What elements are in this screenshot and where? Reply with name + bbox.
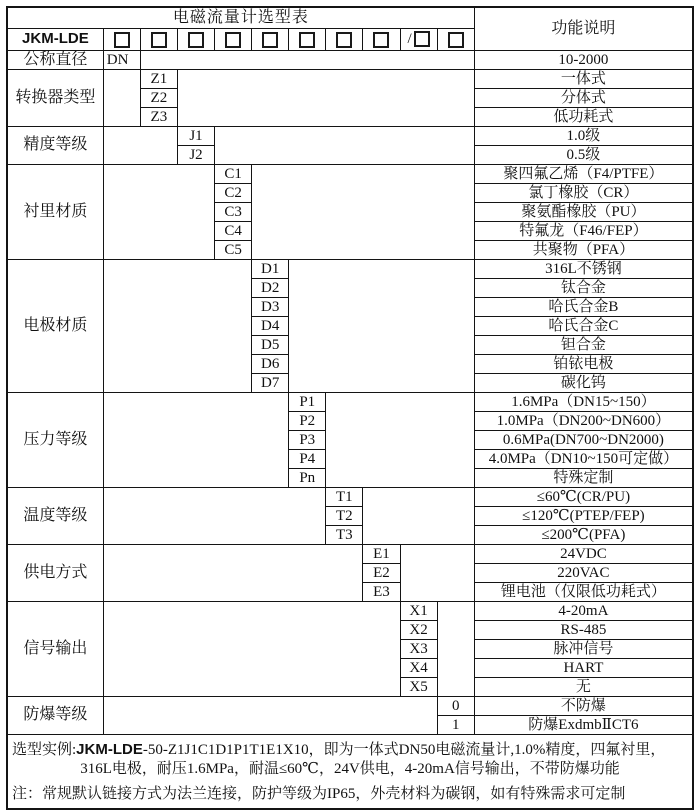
note-line: 注：常规默认链接方式为法兰连接，防护等级为IP65，外壳材料为碳钢，如有特殊需求可定制: [12, 785, 626, 802]
spec-code: E3: [363, 582, 400, 601]
spec-desc: 316L不锈钢: [474, 259, 693, 278]
code-slot-2[interactable]: [140, 28, 177, 50]
spec-desc: 10-2000: [474, 50, 693, 69]
group-label-explosion-proof: 防爆等级: [7, 696, 103, 734]
spec-code: X3: [400, 639, 437, 658]
checkbox-icon: [414, 31, 430, 47]
spec-code: D2: [252, 278, 289, 297]
spec-code: D6: [252, 354, 289, 373]
code-slot-7[interactable]: [326, 28, 363, 50]
spec-desc: 氯丁橡胶（CR）: [474, 183, 693, 202]
table-title: 电磁流量计选型表: [7, 7, 474, 28]
spacer-cell: [103, 487, 326, 544]
slash-separator: /: [407, 31, 412, 48]
spacer-cell: [177, 69, 474, 126]
group-label-liner: 衬里材质: [7, 164, 103, 259]
spec-code: P3: [289, 430, 326, 449]
group-label-electrode: 电极材质: [7, 259, 103, 392]
spec-code: E1: [363, 544, 400, 563]
spacer-cell: [437, 601, 474, 696]
spec-desc: 聚氨酯橡胶（PU）: [474, 202, 693, 221]
function-column-header: 功能说明: [474, 7, 693, 50]
code-slot-4[interactable]: [215, 28, 252, 50]
spec-code: P1: [289, 392, 326, 411]
spec-desc: RS-485: [474, 620, 693, 639]
footer-notes: [7, 734, 693, 809]
code-slot-1[interactable]: [103, 28, 140, 50]
spec-desc: 哈氏合金B: [474, 297, 693, 316]
spec-desc: 铂铱电极: [474, 354, 693, 373]
spacer-cell: [326, 392, 475, 487]
spec-code: X1: [400, 601, 437, 620]
example-description: -50-Z1J1C1D1P1T1E1X10，即为一体式DN50电磁流量计,1.0%精度，四氟衬里，: [142, 741, 666, 758]
spec-code: D3: [252, 297, 289, 316]
spacer-cell: [103, 126, 177, 164]
spec-code: J2: [177, 145, 214, 164]
spec-code: 0: [437, 696, 474, 715]
spacer-cell: [103, 601, 400, 696]
spec-desc: 锂电池（仅限低功耗式）: [474, 582, 693, 601]
spec-code: D1: [252, 259, 289, 278]
spacer-cell: [252, 164, 475, 259]
spacer-cell: [103, 696, 437, 734]
spacer-cell: [103, 69, 140, 126]
group-label-accuracy: 精度等级: [7, 126, 103, 164]
spec-code: 1: [437, 715, 474, 734]
spec-code: J1: [177, 126, 214, 145]
spec-code: E2: [363, 563, 400, 582]
group-label-power: 供电方式: [7, 544, 103, 601]
spec-desc: HART: [474, 658, 693, 677]
spec-desc: 4-20mA: [474, 601, 693, 620]
group-label-pressure: 压力等级: [7, 392, 103, 487]
spec-desc: 一体式: [474, 69, 693, 88]
spec-desc: 防爆ExdmbⅡCT6: [474, 715, 693, 734]
spec-code: P2: [289, 411, 326, 430]
selection-example-line2: 316L电极，耐压1.6MPa，耐温≤60℃，24V供电，4-20mA信号输出，不带防爆功能: [80, 760, 620, 777]
spacer-cell: [289, 259, 475, 392]
checkbox-icon: [299, 32, 315, 48]
spacer-cell: [400, 544, 474, 601]
spec-desc: 聚四氟乙烯（F4/PTFE）: [474, 164, 693, 183]
checkbox-icon: [151, 32, 167, 48]
spec-desc: ≤60℃(CR/PU): [474, 487, 693, 506]
spec-code: C2: [215, 183, 252, 202]
spec-desc: 4.0MPa（DN10~150可定做）: [474, 449, 693, 468]
spec-code: X2: [400, 620, 437, 639]
spec-desc: 24VDC: [474, 544, 693, 563]
spec-desc: 低功耗式: [474, 107, 693, 126]
example-prefix: 选型实例:: [12, 741, 77, 758]
spec-desc: 特氟龙（F46/FEP）: [474, 221, 693, 240]
flowmeter-selection-table: [6, 6, 694, 810]
spec-desc: 碳化钨: [474, 373, 693, 392]
group-label-temperature: 温度等级: [7, 487, 103, 544]
spacer-cell: [103, 259, 251, 392]
group-label-converter: 转换器类型: [7, 69, 103, 126]
spec-desc: 特殊定制: [474, 468, 693, 487]
selection-example-line1: [12, 740, 688, 760]
example-model-code: JKM-LDE: [76, 740, 143, 758]
spec-code: DN: [103, 50, 140, 69]
checkbox-icon: [114, 32, 130, 48]
spec-code: C3: [215, 202, 252, 221]
checkbox-icon: [225, 32, 241, 48]
spec-desc: 钛合金: [474, 278, 693, 297]
spec-desc: 1.6MPa（DN15~150）: [474, 392, 693, 411]
spacer-cell: [103, 164, 214, 259]
code-slot-9[interactable]: [400, 28, 437, 50]
spec-desc: 哈氏合金C: [474, 316, 693, 335]
spec-code: C5: [215, 240, 252, 259]
model-prefix-label: JKM-LDE: [7, 28, 103, 50]
spec-code: Z3: [140, 107, 177, 126]
spacer-cell: [215, 126, 475, 164]
spec-desc: 钽合金: [474, 335, 693, 354]
code-slot-8[interactable]: [363, 28, 400, 50]
checkbox-icon: [336, 32, 352, 48]
checkbox-icon: [373, 32, 389, 48]
spec-desc: 1.0MPa（DN200~DN600）: [474, 411, 693, 430]
spec-code: D7: [252, 373, 289, 392]
checkbox-icon: [262, 32, 278, 48]
spec-desc: 共聚物（PFA）: [474, 240, 693, 259]
spec-desc: 分体式: [474, 88, 693, 107]
code-slot-5[interactable]: [252, 28, 289, 50]
spacer-cell: [140, 50, 474, 69]
code-slot-3[interactable]: [177, 28, 214, 50]
spec-code: T1: [326, 487, 363, 506]
spec-code: Z2: [140, 88, 177, 107]
group-label-signal: 信号输出: [7, 601, 103, 696]
spec-desc: 脉冲信号: [474, 639, 693, 658]
spacer-cell: [103, 544, 363, 601]
spec-desc: 220VAC: [474, 563, 693, 582]
spec-code: D4: [252, 316, 289, 335]
checkbox-icon: [448, 32, 464, 48]
spec-desc: 1.0级: [474, 126, 693, 145]
spec-code: C1: [215, 164, 252, 183]
spec-code: Pn: [289, 468, 326, 487]
spec-desc: 无: [474, 677, 693, 696]
spec-desc: 0.5级: [474, 145, 693, 164]
spec-desc: 0.6MPa(DN700~DN2000): [474, 430, 693, 449]
spacer-cell: [103, 392, 288, 487]
spec-code: P4: [289, 449, 326, 468]
code-slot-10[interactable]: [437, 28, 474, 50]
spec-code: D5: [252, 335, 289, 354]
spacer-cell: [363, 487, 474, 544]
spec-code: X4: [400, 658, 437, 677]
spec-code: T2: [326, 506, 363, 525]
spec-code: X5: [400, 677, 437, 696]
spec-desc: 不防爆: [474, 696, 693, 715]
code-slot-6[interactable]: [289, 28, 326, 50]
selection-table-sheet: [6, 6, 694, 810]
spec-code: Z1: [140, 69, 177, 88]
spec-code: T3: [326, 525, 363, 544]
checkbox-icon: [188, 32, 204, 48]
spec-desc: ≤200℃(PFA): [474, 525, 693, 544]
group-label-diameter: 公称直径: [7, 50, 103, 69]
spec-desc: ≤120℃(PTEP/FEP): [474, 506, 693, 525]
spec-code: C4: [215, 221, 252, 240]
